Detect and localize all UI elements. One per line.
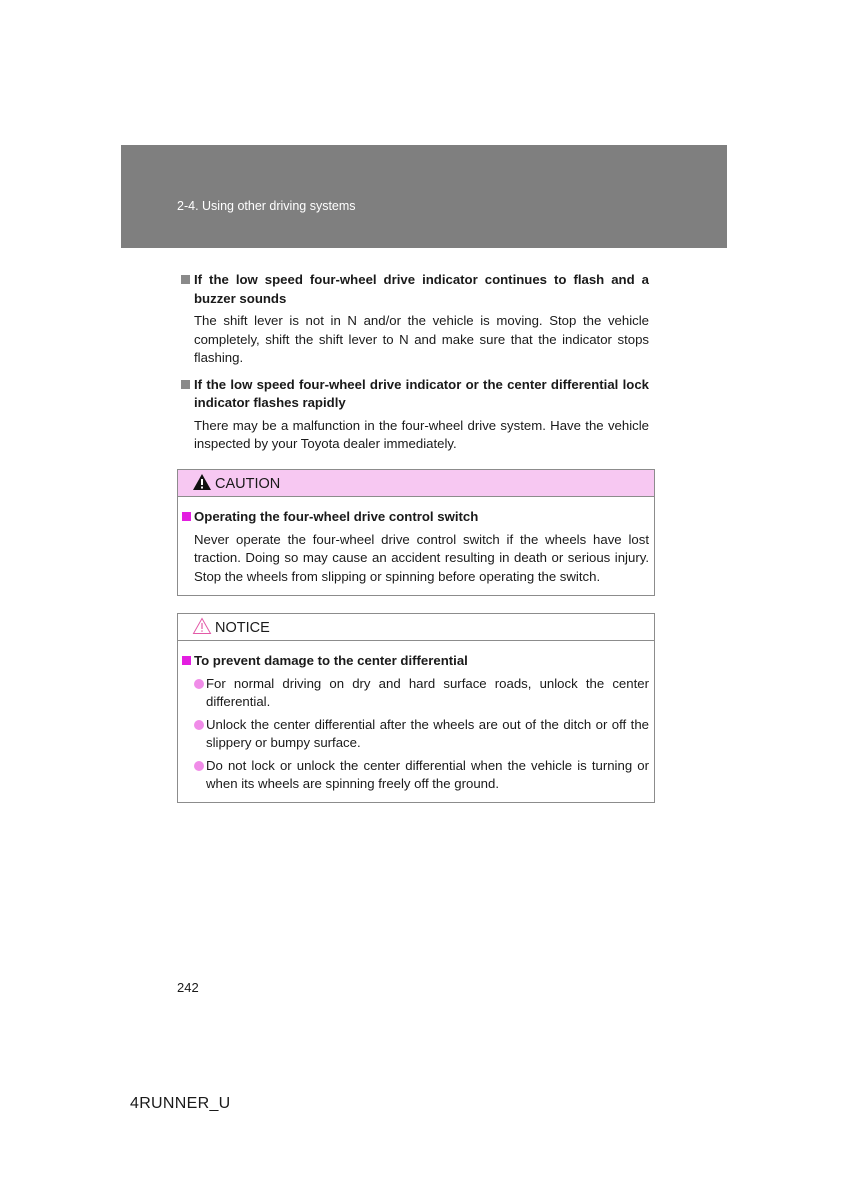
caution-body (178, 497, 654, 586)
magenta-square-marker-icon (182, 512, 191, 521)
grey-square-marker-icon (181, 380, 190, 389)
pink-bullet-icon (194, 761, 204, 771)
notice-label: NOTICE (215, 620, 270, 636)
warning-triangle-filled-icon (192, 473, 212, 491)
list-item: Unlock the center differential after the wheels are out of the ditch or off the slippery or bumpy surface. (194, 716, 649, 753)
page-number: 242 (177, 980, 199, 995)
topic-flashing-buzzer (181, 271, 649, 368)
caution-subheading: Operating the four-wheel drive control switch (182, 508, 649, 527)
topic-heading: If the low speed four-wheel drive indicator continues to flash and a buzzer sounds (181, 271, 649, 308)
caution-header (178, 470, 654, 497)
topic-flashing-rapidly (181, 376, 649, 454)
section-title: 2-4. Using other driving systems (177, 199, 356, 213)
notice-subheading: To prevent damage to the center differential (182, 652, 649, 671)
notice-box (177, 613, 655, 803)
notice-body (178, 641, 654, 794)
section-header-band (121, 145, 727, 248)
notice-header (178, 614, 654, 641)
caution-label: CAUTION (215, 476, 281, 492)
notice-list (182, 675, 649, 794)
topic-body: The shift lever is not in N and/or the vehicle is moving. Stop the vehicle completely, shift the shift lever to N and make sure that the indicator stops flashing. (194, 313, 649, 365)
topic-heading: If the low speed four-wheel drive indicator or the center differential lock indicator flashes rapidly (181, 376, 649, 413)
magenta-square-marker-icon (182, 656, 191, 665)
topic-body: There may be a malfunction in the four-wheel drive system. Have the vehicle inspected by your Toyota dealer immediately. (194, 417, 649, 451)
list-item: Do not lock or unlock the center differential when the vehicle is turning or when its wheels are spinning freely off the ground. (194, 757, 649, 794)
pink-bullet-icon (194, 720, 204, 730)
caution-box (177, 469, 655, 596)
grey-square-marker-icon (181, 275, 190, 284)
list-item: For normal driving on dry and hard surface roads, unlock the center differential. (194, 675, 649, 712)
warning-triangle-outline-icon (192, 617, 212, 635)
model-code: 4RUNNER_U (130, 1095, 231, 1112)
pink-bullet-icon (194, 679, 204, 689)
caution-text: Never operate the four-wheel drive control switch if the wheels have lost traction. Doing so may cause an accident resulting in death or serious injury. Stop the wheels from slipping or spinning before operating the switch. (194, 531, 649, 584)
main-content (181, 271, 649, 462)
